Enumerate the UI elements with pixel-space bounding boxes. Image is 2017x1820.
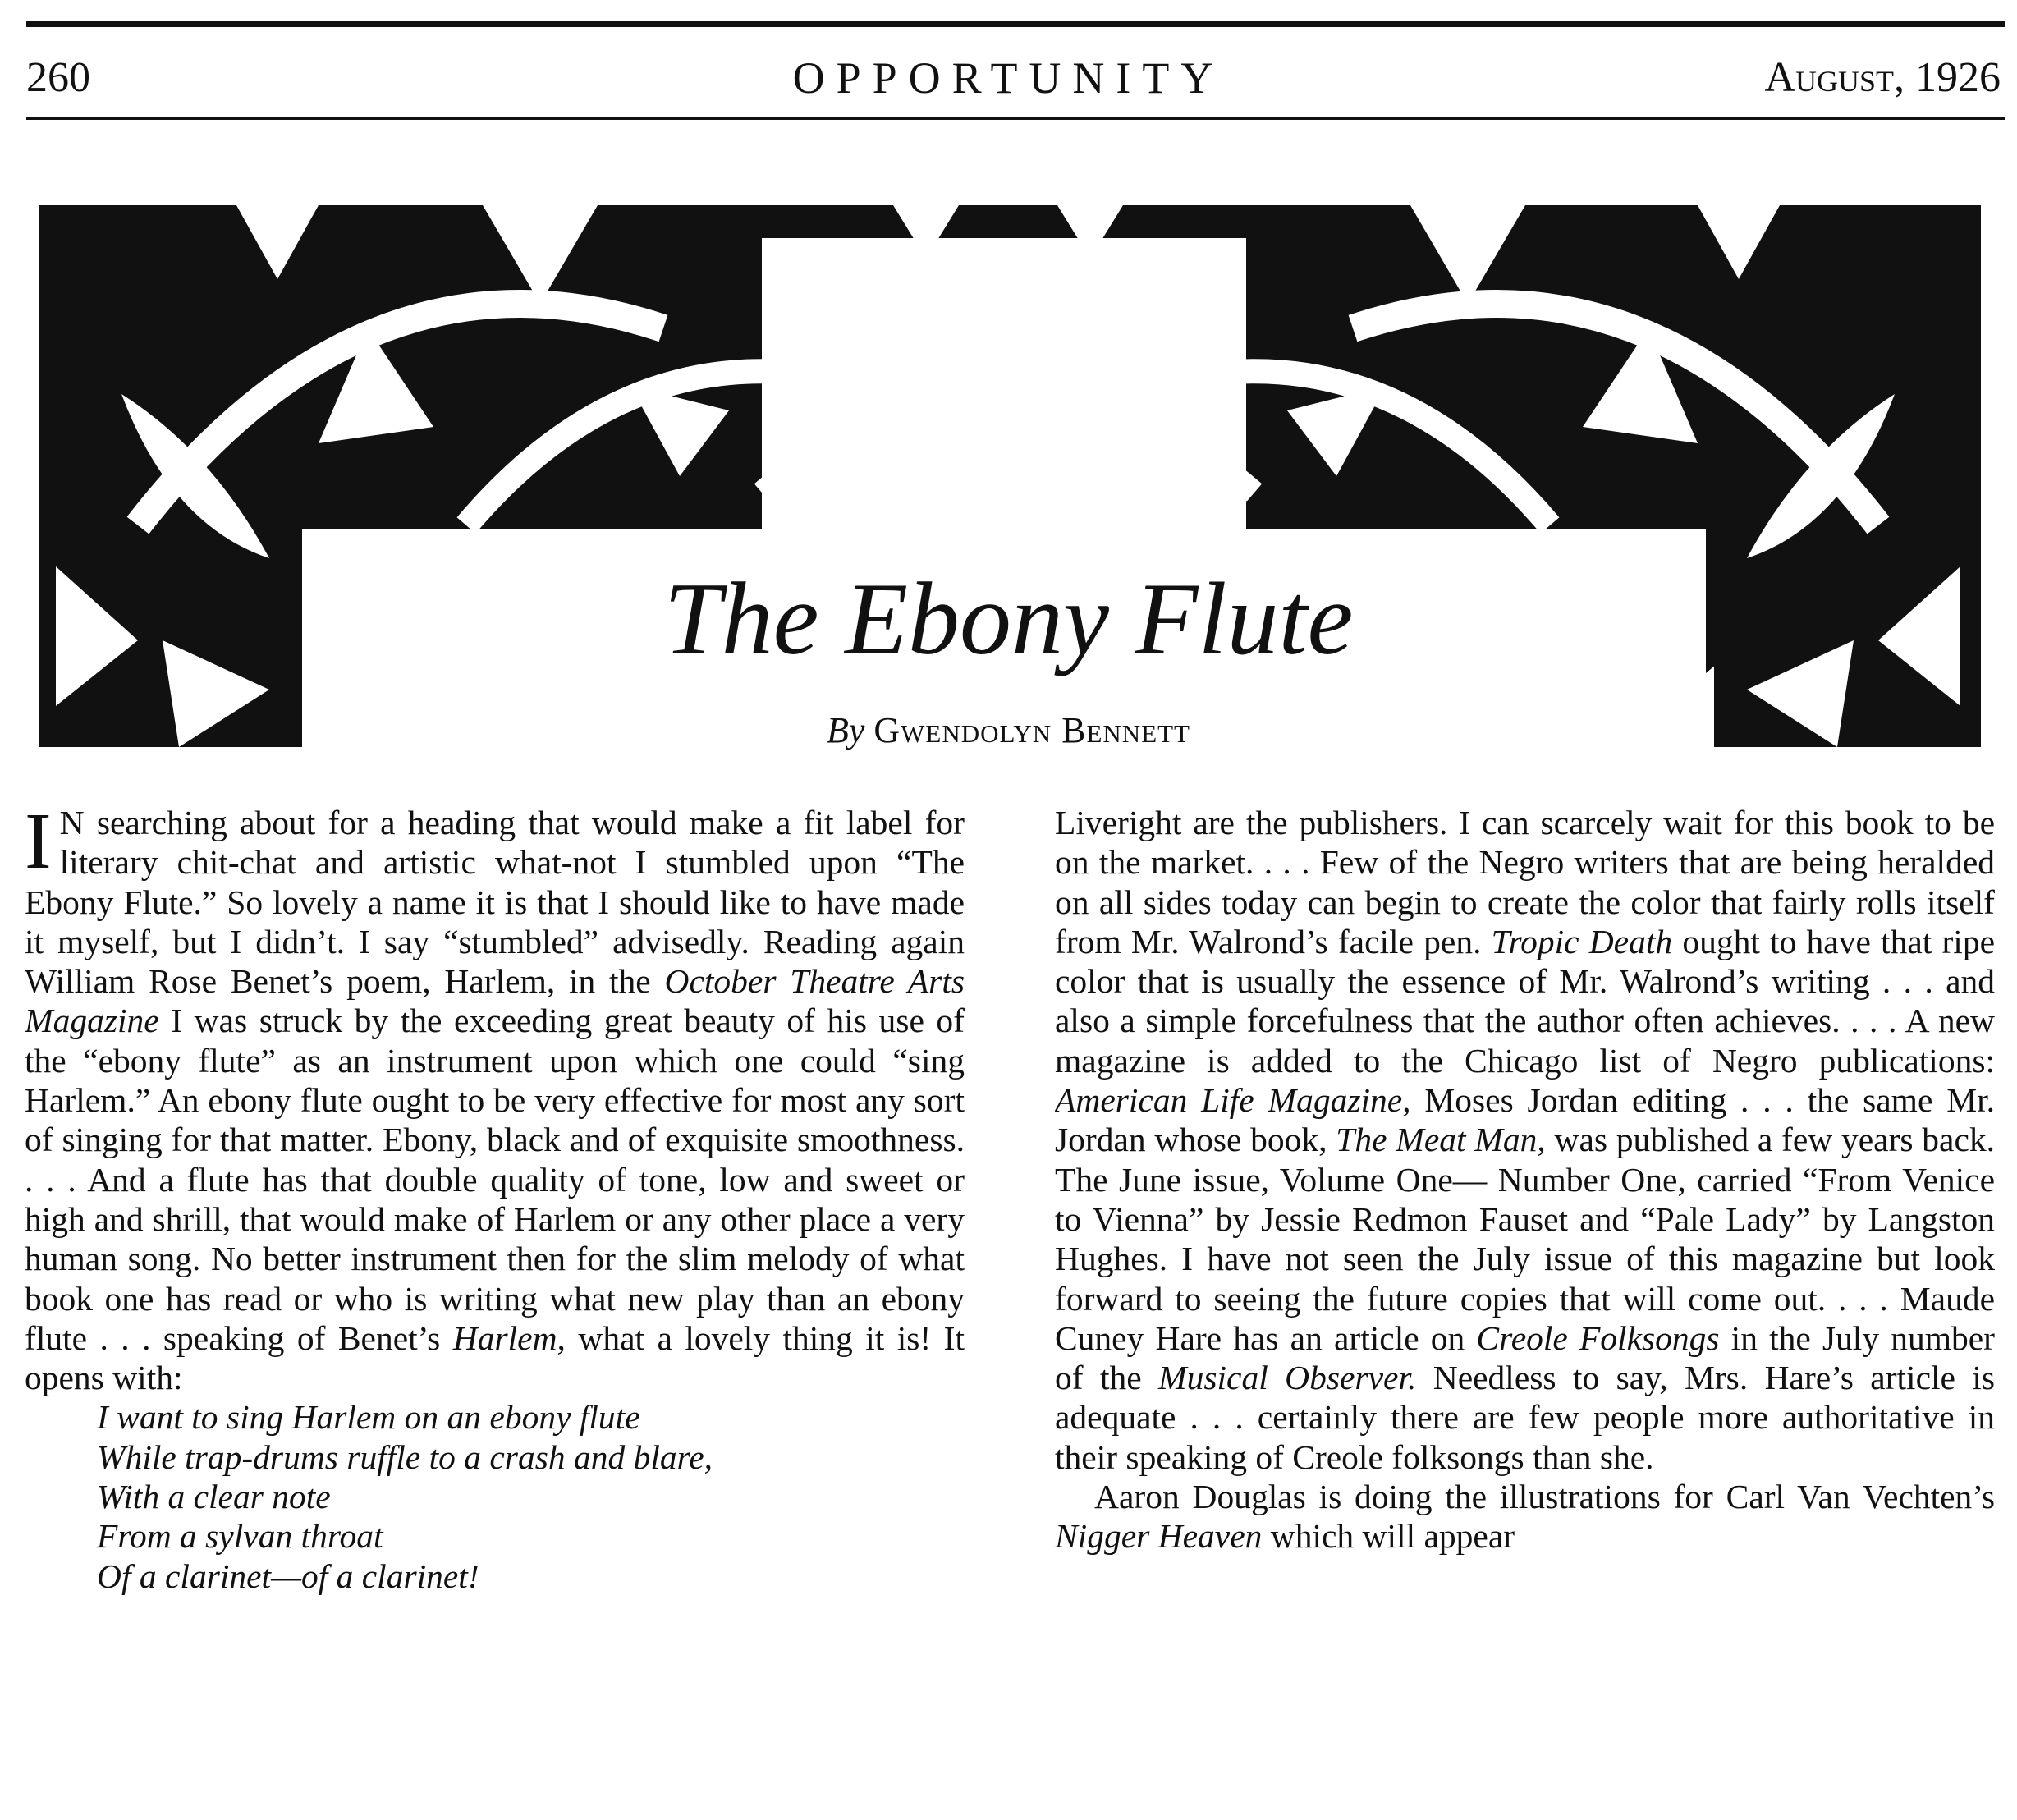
byline-prefix: By (826, 710, 865, 750)
paragraph (1055, 803, 1995, 1477)
text-run: in the July number of the (1055, 1318, 1995, 1397)
text-run: Moses Jordan editing . . . the same Mr. Jordan whose book, (1055, 1081, 1995, 1159)
author-name: Gwendolyn Bennett (873, 710, 1190, 750)
text-run: Liveright are the publishers. I can scarcely wait for this book to be on the market. . . . Few of the Negro writers that are being heralded on all sides today can begin to create the color that fairly rolls itself from Mr. Walrond’s facile pen. (1055, 804, 1995, 960)
poem-line: While trap-drums ruffle to a crash and blare, (97, 1437, 713, 1476)
text-run: I was struck by the exceeding great beauty of his use of the “ebony flute” as an instrument upon which one could “sing Harlem.” An ebony flute ought to be very effective for most any sort of singing for that matter. Ebony, black and of exquisite smoothness. . . . And a flute has that double quality of tone, low and sweet or high and shrill, that would make of Harlem or any other place a very human song. No better instrument then for the slim melody of what book one has read or who is writing what new play than an ebony flute . . . speaking of Benet’s (25, 1002, 965, 1357)
journal-title: OPPORTUNITY (792, 53, 1225, 103)
text-run: N searching about for a heading that would make a fit label for literary chit-chat and artistic what-not I stumbled upon “The Ebony Flute.” So lovely a name it is that I should like to have made it myself, but I didn’t. I say “stumbled” advisedly. Reading again William Rose Benet’s poem, Harlem, in the (25, 804, 965, 1001)
top-rule (26, 21, 2005, 27)
magazine-title: Musical Observer. (1158, 1359, 1417, 1397)
poem-line: Of a clarinet—of a clarinet! (97, 1556, 479, 1595)
poem-line: From a sylvan throat (97, 1517, 383, 1556)
paragraph (25, 803, 965, 1397)
book-title: Nigger Heaven (1055, 1517, 1263, 1556)
book-title: Tropic Death (1491, 922, 1673, 960)
text-run: Needless to say, Mrs. Hare’s article is adequate . . . certainly there are few people more authoritative in their speaking of Creole folksongs than she. (1055, 1359, 1995, 1476)
paragraph (1055, 1477, 1995, 1556)
byline (0, 706, 2017, 755)
text-run: which will appear (1262, 1517, 1515, 1556)
poem-title: Harlem, (452, 1318, 566, 1357)
text-run: Aaron Douglas is doing the illustrations for Carl Van Vechten’s (1094, 1478, 1995, 1516)
drop-cap: I (25, 803, 52, 886)
magazine-title: October Theatre Arts Magazine (25, 962, 965, 1040)
poem-line: I want to sing Harlem on an ebony flute (97, 1398, 640, 1437)
article-reference: Creole Folksongs (1476, 1318, 1720, 1357)
article-title: The Ebony Flute (663, 562, 1354, 676)
book-title: The Meat Man, (1336, 1121, 1546, 1159)
header-rule (26, 117, 2005, 120)
text-run: ought to have that ripe color that is usually the essence of Mr. Walrond’s writing . . . and also a simple forcefulness that the author often achieves. . . . A new magazine is added to the Chicago list of Negro publications: (1055, 922, 1995, 1080)
article-column-right (1055, 803, 1995, 1809)
page-number: 260 (26, 54, 90, 101)
article-column-left (25, 803, 965, 1809)
issue-date: August, 1926 (1764, 54, 2001, 101)
text-run: was published a few years back. The June issue, Volume One— Number One, carried “From Venice to Vienna” by Jessie Redmon Fauset and “Pale Lady” by Langston Hughes. I have not seen the July issue of this magazine but look forward to seeing the future copies that will come out. . . . Maude Cuney Hare has an article on (1055, 1121, 1995, 1357)
poem-excerpt (97, 1397, 965, 1595)
magazine-title: American Life Magazine, (1055, 1081, 1411, 1120)
text-run: what a lovely thing it is! It opens with: (25, 1318, 965, 1397)
poem-line: With a clear note (97, 1478, 331, 1516)
